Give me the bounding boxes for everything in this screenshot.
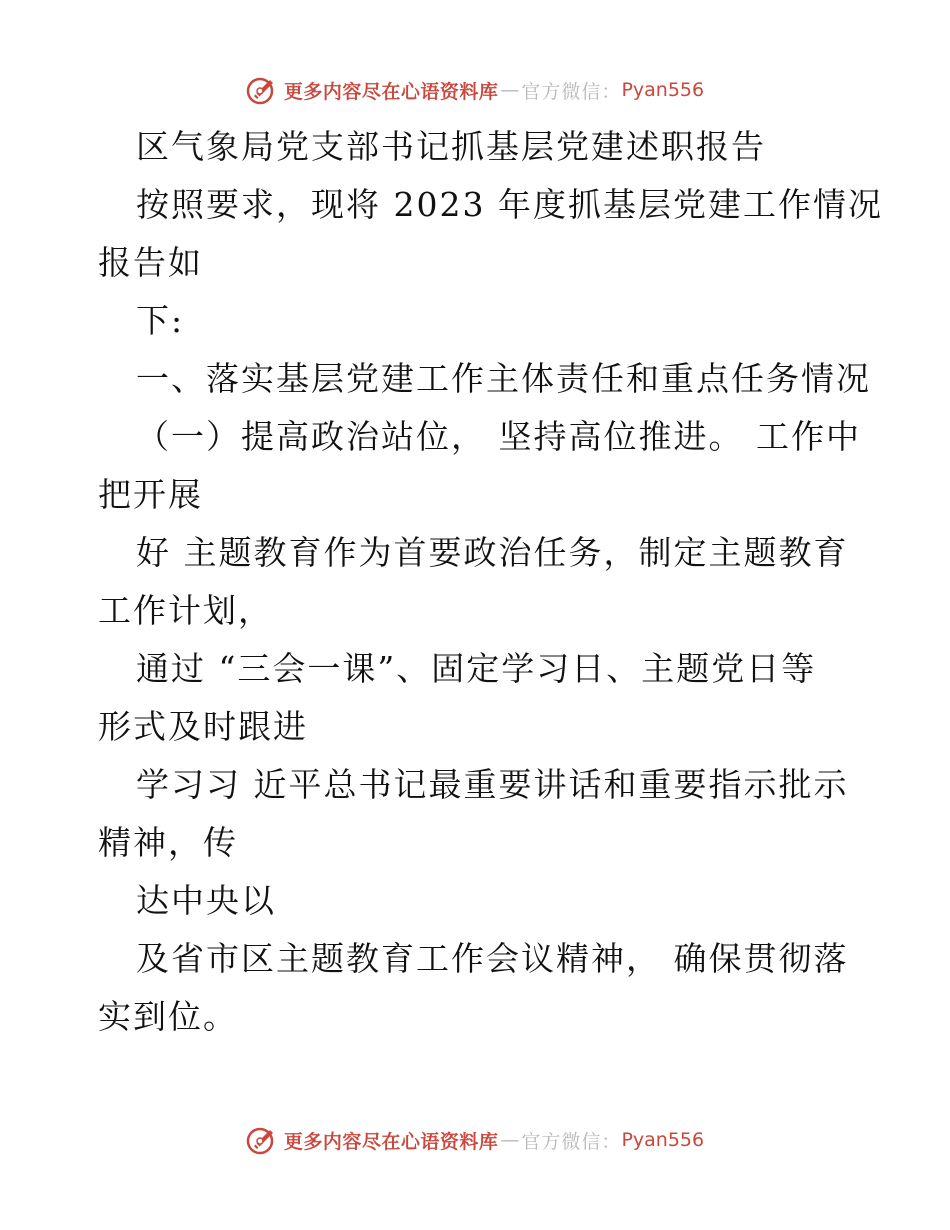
paragraph-line: 及省市区主题教育工作会议精神， 确保贯彻落 [136, 939, 849, 978]
paragraph-line: 把开展 [98, 475, 203, 514]
paragraph-line: 实到位。 [98, 997, 238, 1036]
watermark-main-text: 更多内容尽在心语资料库 [283, 1130, 499, 1153]
header-watermark [0, 70, 950, 110]
watermark-wechat-label: 官方微信： [521, 1130, 622, 1153]
watermark-main-text: 更多内容尽在心语资料库 [283, 80, 499, 103]
document-title: 区气象局党支部书记抓基层党建述职报告 [136, 127, 766, 166]
watermark-wechat-label: 官方微信： [521, 80, 622, 103]
paragraph-line: 下: [136, 301, 185, 340]
paragraph-line: 按照要求，现将 2023 年度抓基层党建工作情况 [136, 185, 883, 224]
paragraph-line: 精神，传 [98, 823, 238, 862]
watermark-wechat-id: Pyan556 [621, 1129, 705, 1151]
paragraph-line: 工作计划， [98, 591, 273, 630]
paragraph-line: 好 主题教育作为首要政治任务，制定主题教育 [136, 533, 849, 572]
subsection-heading: （一）提高政治站位， 坚持高位推进。 工作中 [136, 417, 861, 456]
document-body [98, 118, 883, 1046]
paragraph-line: 达中央以 [136, 881, 276, 920]
paragraph-line: 通过 “三会一课”、固定学习日、主题党日等 [136, 649, 817, 688]
footer-watermark [0, 1120, 950, 1160]
watermark-wechat-id: Pyan556 [621, 79, 705, 101]
watermark-separator: — [500, 79, 520, 101]
quill-logo-icon [246, 74, 278, 106]
section-heading: 一、落实基层党建工作主体责任和重点任务情况 [136, 359, 871, 398]
watermark-separator: — [500, 1129, 520, 1151]
paragraph-line: 学习习 近平总书记最重要讲话和重要指示批示 [136, 765, 849, 804]
paragraph-line: 报告如 [98, 243, 203, 282]
quill-logo-icon [246, 1124, 278, 1156]
paragraph-line: 形式及时跟进 [98, 707, 308, 746]
